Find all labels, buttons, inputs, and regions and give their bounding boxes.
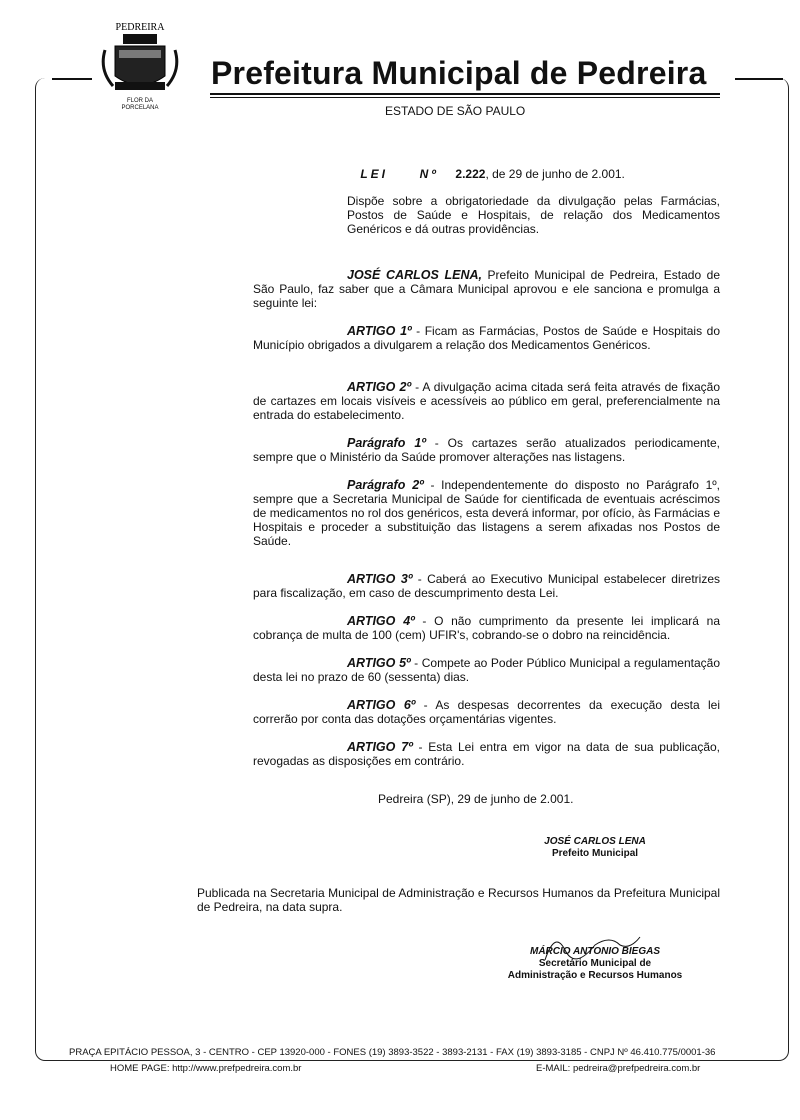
state-name: ESTADO DE SÃO PAULO [385, 104, 526, 118]
article-5 [253, 656, 720, 684]
paragraph-2 [253, 478, 720, 548]
preamble [253, 268, 720, 310]
city-crest [95, 18, 185, 111]
article-2 [253, 380, 720, 422]
lead: ARTIGO 3º [347, 572, 413, 586]
article-6 [253, 698, 720, 726]
law-prefix: LEI Nº [360, 167, 439, 181]
lead: Parágrafo 2º [347, 478, 424, 492]
law-heading [347, 153, 625, 195]
text: - O não cumprimento da presente lei implicará na cobrança de multa de 100 (cem) UFIR's, cobrando-se o dobro na reincidência. [253, 614, 720, 642]
signer-role: Prefeito Municipal [551, 848, 639, 859]
text: - Caberá ao Executivo Municipal estabelecer diretrizes para fiscalização, em caso de descumprimento desta Lei. [253, 572, 720, 600]
text: - A divulgação acima citada será feita através de fixação de cartazes em locais visíveis e acessíveis ao público em geral, preferencialmente na entrada do estabelecimento. [253, 380, 721, 422]
secretary-signature [480, 946, 710, 982]
law-summary: Dispõe sobre a obrigatoriedade da divulgação pelas Farmácias, Postos de Saúde e Hospitais, de relação dos Medicamentos Genéricos e dá outras providências. [347, 194, 720, 236]
crest-motto-2: PORCELANA [121, 105, 159, 111]
lead: ARTIGO 4º [347, 614, 415, 628]
svg-text:PEDREIRA: PEDREIRA [115, 22, 165, 33]
signer-name: MÁRCIO ANTONIO BIEGAS [529, 946, 660, 957]
lead: Parágrafo 1º [347, 436, 426, 450]
lead: ARTIGO 5º [347, 656, 411, 670]
text: - Ficam as Farmácias, Postos de Saúde e Hospitais do Município obrigados a divulgarem a relação dos Medicamentos Genéricos. [253, 324, 720, 352]
signer-role-1: Secretário Municipal de [538, 958, 652, 969]
handwritten-signature [535, 934, 645, 964]
text: Prefeito Municipal de Pedreira, Estado de São Paulo, faz saber que a Câmara Municipal aprovou e ele sanciona e promulga a seguinte lei: [253, 268, 720, 310]
law-date: , de 29 de junho de 2.001. [485, 167, 625, 181]
lead: ARTIGO 7º [347, 740, 413, 754]
page-title: Prefeitura Municipal de Pedreira [207, 55, 710, 92]
article-1 [253, 324, 720, 352]
signer-role-2: Administração e Recursos Humanos [507, 970, 683, 981]
signer-name: JOSÉ CARLOS LENA [544, 836, 646, 847]
text: - Independentemente do disposto no Parágrafo 1º, sempre que a Secretaria Municipal de Saúde for cientificada de eventuais acréscimos de medicamentos no rol dos genéricos, esta deverá informar, por ofício, às Farmácias e Hospitais e proceder a substituição das listagens a serem afixadas nos Postos de Saúde. [253, 478, 720, 548]
article-7 [253, 740, 720, 768]
publication-note: Publicada na Secretaria Municipal de Administração e Recursos Humanos da Prefeitura Municipal de Pedreira, na data supra. [197, 886, 720, 914]
mayor-signature [500, 836, 690, 860]
footer-homepage: HOME PAGE: http://www.prefpedreira.com.br [110, 1063, 302, 1074]
paragraph-1 [253, 436, 720, 464]
law-number: 2.222 [455, 167, 486, 181]
text: - As despesas decorrentes da execução desta lei correrão por conta das dotações orçamentárias vigentes. [253, 698, 721, 726]
text: - Os cartazes serão atualizados periodicamente, sempre que o Ministério da Saúde promover alterações nas listagens. [253, 436, 720, 464]
text: - Esta Lei entra em vigor na data de sua publicação, revogadas as disposições em contrário. [253, 740, 720, 768]
lead: ARTIGO 6º [347, 698, 416, 712]
footer-email: E-MAIL: pedreira@prefpedreira.com.br [536, 1063, 701, 1074]
footer-address: PRAÇA EPITÁCIO PESSOA, 3 - CENTRO - CEP 13920-000 - FONES (19) 3893-3522 - 3893-2131 - FAX (19) 3893-3185 - CNPJ Nº 46.410.775/0001-36 [66, 1047, 718, 1058]
place-date: Pedreira (SP), 29 de junho de 2.001. [378, 792, 574, 806]
crest-motto-1: FLOR DA [126, 98, 153, 104]
lead: ARTIGO 2º [347, 380, 412, 394]
lead: ARTIGO 1º [347, 324, 412, 338]
text: - Compete ao Poder Público Municipal a regulamentação desta lei no prazo de 60 (sessenta) dias. [253, 656, 720, 684]
article-3 [253, 572, 720, 600]
lead: JOSÉ CARLOS LENA, [347, 268, 482, 282]
article-4 [253, 614, 720, 642]
